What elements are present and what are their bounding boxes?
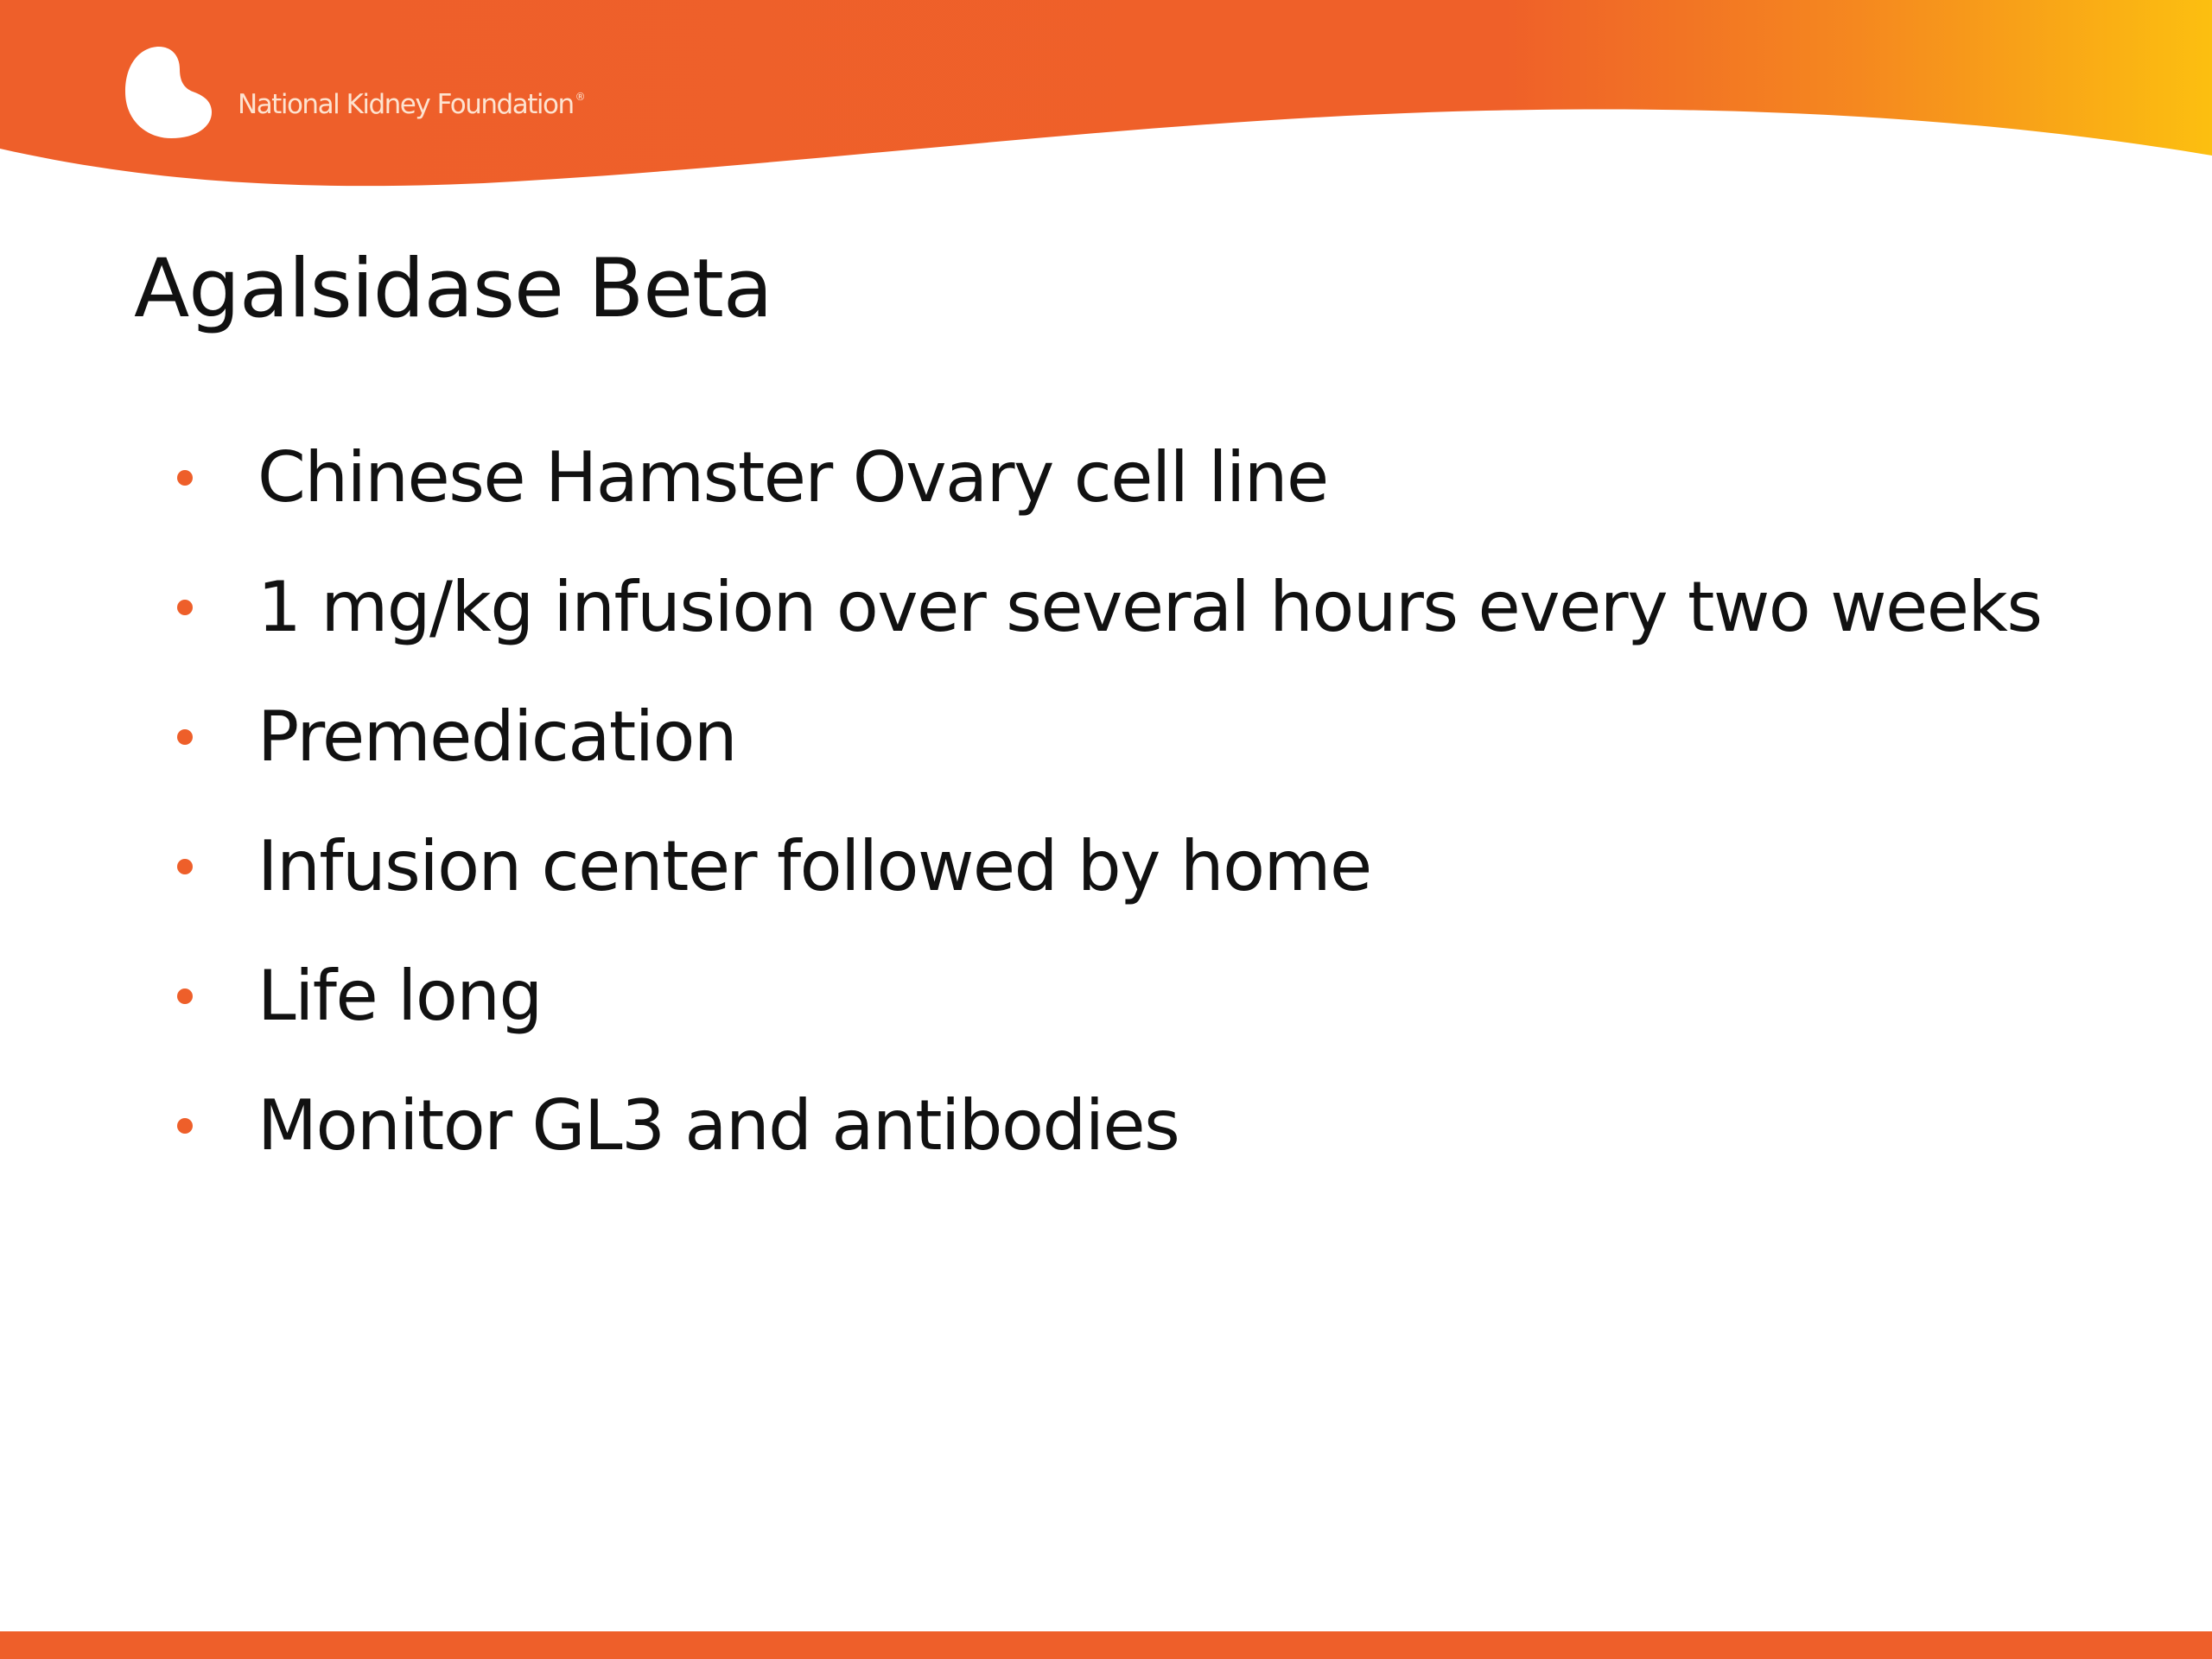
bullet-item: [168, 1078, 2042, 1208]
bullet-text: 1 mg/kg infusion over several hours every two weeks: [257, 567, 2042, 647]
footer-band: [0, 1631, 2212, 1659]
bullet-dot-icon: [177, 859, 193, 874]
bullet-dot-icon: [177, 729, 193, 745]
bullet-dot-icon: [177, 988, 193, 1004]
bullet-item: [168, 560, 2042, 690]
kidney-logo-icon: [121, 43, 225, 147]
bullet-list: [168, 430, 2042, 1208]
bullet-text: Premedication: [257, 696, 737, 777]
bullet-text: Chinese Hamster Ovary cell line: [257, 437, 1328, 518]
bullet-item: [168, 690, 2042, 819]
bullet-text: Life long: [257, 956, 542, 1036]
brand-wordmark: [238, 89, 584, 120]
bullet-text: Infusion center followed by home: [257, 826, 1371, 906]
bullet-dot-icon: [177, 470, 193, 486]
bullet-item: [168, 819, 2042, 949]
brand-name: National Kidney Foundation: [238, 89, 574, 120]
bullet-text: Monitor GL3 and antibodies: [257, 1085, 1179, 1166]
slide-title: Agalsidase Beta: [134, 242, 772, 336]
bullet-dot-icon: [177, 1118, 193, 1134]
bullet-item: [168, 430, 2042, 560]
registered-mark: ®: [575, 91, 585, 103]
bullet-item: [168, 949, 2042, 1078]
bullet-dot-icon: [177, 600, 193, 615]
